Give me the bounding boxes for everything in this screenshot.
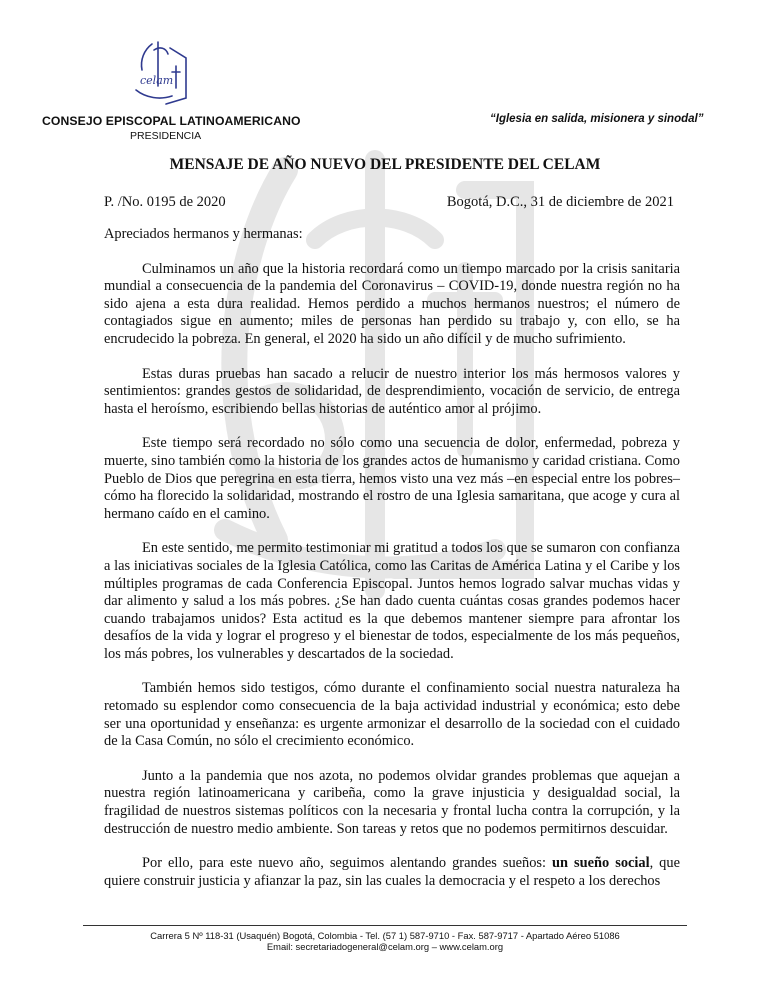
logo-wordmark: celam [140,74,174,87]
letter-body [104,226,680,890]
document-reference: P. /No. 0195 de 2020 [104,194,226,210]
paragraph-7-end: , que quiere construir justicia y afianzar la paz, sin las cuales la democracia y el respeto a los derechos [104,855,680,889]
footer-contact: Email: secretariadogeneral@celam.org – www.celam.org [266,941,504,952]
organization-name: CONSEJO EPISCOPAL LATINOAMERICANO [42,114,301,128]
document-title: MENSAJE DE AÑO NUEVO DEL PRESIDENTE DEL CELAM [169,156,601,173]
paragraph-5: También hemos sido testigos, cómo durante el confinamiento social nuestra naturaleza ha retomado su esplendor como consecuencia de la baja actividad industrial y económica; esto debe ser una oportunidad y enseñanza: es urgente armonizar el desarrollo de la sociedad con el cuidado de la Casa Común, no sólo el crecimiento económico. [104,680,680,750]
paragraph-1: Culminamos un año que la historia recordará como un tiempo marcado por la crisis sanitaria mundial a consecuencia de la pandemia del Coronavirus – COVID-19, donde nuestra región no ha sido ajena a esta dura realidad. Hemos perdido a muchos hermanos nuestros; el número de contagiados sigue en aumento; miles de personas han perdido su trabajo y, con ello, se ha encrudecido la pobreza. En general, el 2020 ha sido un año difícil y de mucho sufrimiento. [104,260,680,347]
paragraph-6: Junto a la pandemia que nos azota, no podemos olvidar grandes problemas que aquejan a nuestra región latinoamericana y caribeña, como la grave injusticia y desigualdad social, la fragilidad de nuestros sistemas políticos con la necesaria y frontal lucha contra la corrupción, y la destrucción de nuestro medio ambiente. Son tareas y retos que no podemos permitirnos descuidar. [104,767,680,837]
place-date: Bogotá, D.C., 31 de diciembre de 2021 [446,194,674,210]
paragraph-7 [104,855,680,890]
paragraph-3: Este tiempo será recordado no sólo como una secuencia de dolor, enfermedad, pobreza y muerte, sino también como la historia de los grandes actos de humanismo y caridad cristiana. Como Pueblo de Dios que peregrina en esta tierra, hemos visto una vez más –en especial entre los pobres– cómo ha florecido la solidaridad, mostrando el rostro de una Iglesia samaritana, que acoge y cura al hermano caído en el camino. [104,435,680,522]
footer-divider [83,925,687,926]
greeting: Apreciados hermanos y hermanas: [104,226,303,242]
paragraph-7-emphasis: un sueño social [552,855,650,872]
paragraph-7-start: Por ello, para este nuevo año, seguimos alentando grandes sueños: [142,855,553,872]
footer-address: Carrera 5 Nº 118-31 (Usaquén) Bogotá, Colombia - Tel. (57 1) 587-9710 - Fax. 587-9717 - Apartado Aéreo 51086 [150,930,620,941]
organization-division: PRESIDENCIA [130,130,202,142]
celam-logo [130,40,192,108]
motto: “Iglesia en salida, misionera y sinodal” [490,113,704,125]
paragraph-2: Estas duras pruebas han sacado a relucir de nuestro interior los más hermosos valores y sentimientos: grandes gestos de solidaridad, de desprendimiento, vocación de servicio, de entrega hasta el heroísmo, escribiendo bellas historias de auténtico amor al prójimo. [104,365,680,417]
paragraph-4: En este sentido, me permito testimoniar mi gratitud a todos los que se sumaron con confianza a las iniciativas sociales de la Iglesia Católica, como las Caritas de América Latina y el Caribe y los múltiples programas de cada Conferencia Episcopal. Juntos hemos logrado salvar muchas vidas y dar alimento y salud a los más pobres. ¿Se han dado cuenta cuántas cosas grandes podemos hacer cuando trabajamos unidos? Esta actitud es la que debemos mantener siempre para afrontar los desafíos de la vida y lograr el progreso y el bienestar de todos, especialmente de los más pequeños, los más pobres, los vulnerables y descartados de la sociedad. [104,540,680,662]
